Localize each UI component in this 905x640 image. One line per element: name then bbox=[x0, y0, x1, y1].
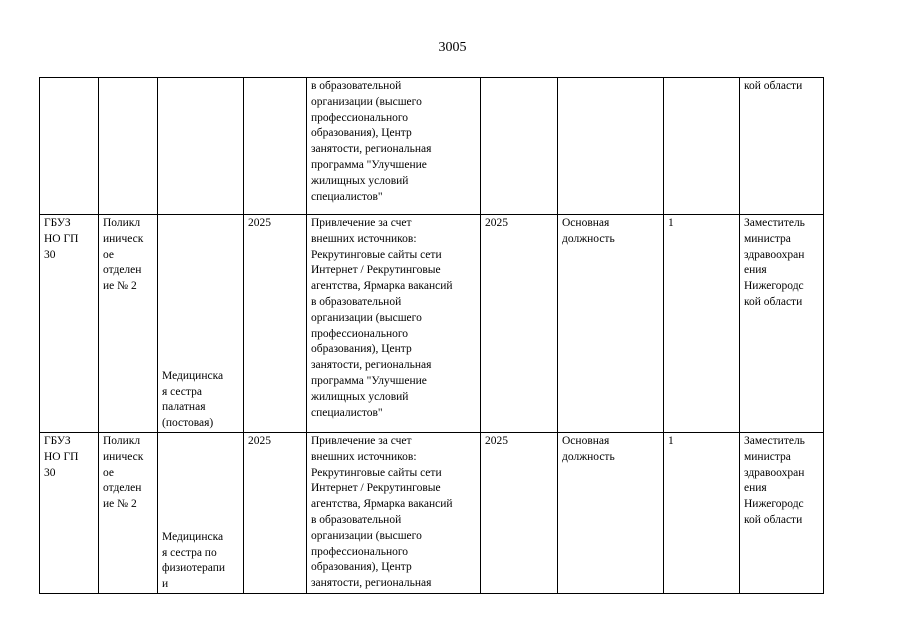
cell-position bbox=[158, 433, 244, 594]
cell-responsible: кой области bbox=[740, 78, 824, 215]
table-row bbox=[40, 433, 824, 594]
cell-unit: Поликл иническ ое отделен ие № 2 bbox=[99, 215, 158, 433]
cell-count: 1 bbox=[664, 215, 740, 433]
table-row bbox=[40, 78, 824, 215]
cell-organization: ГБУЗ НО ГП 30 bbox=[40, 215, 99, 433]
cell-year-start: 2025 bbox=[244, 433, 307, 594]
cell-responsible: Заместитель министра здравоохран ения Нижегородс кой области bbox=[740, 433, 824, 594]
table-row bbox=[40, 215, 824, 433]
cell-year-end: 2025 bbox=[481, 215, 558, 433]
cell-measures: Привлечение за счет внешних источников: Рекрутинговые сайты сети Интернет / Рекрутинговые агентства, Ярмарка вакансий в образовательной организации (высшего профессионального образования), Центр занятости, региональная программа "Улучшение жилищных условий специалистов" bbox=[307, 215, 481, 433]
cell-measures: в образовательной организации (высшего профессионального образования), Центр занятости, региональная программа "Улучшение жилищных условий специалистов" bbox=[307, 78, 481, 215]
cell-position bbox=[158, 215, 244, 433]
cell-responsible: Заместитель министра здравоохран ения Нижегородс кой области bbox=[740, 215, 824, 433]
cell-count bbox=[664, 78, 740, 215]
position-text: Медицинска я сестра по физиотерапи и bbox=[162, 530, 226, 591]
cell-organization: ГБУЗ НО ГП 30 bbox=[40, 433, 99, 594]
cell-year-end bbox=[481, 78, 558, 215]
cell-position-type: Основная должность bbox=[558, 433, 664, 594]
cell-year-start bbox=[244, 78, 307, 215]
cell-position bbox=[158, 78, 244, 215]
cell-year-start: 2025 bbox=[244, 215, 307, 433]
staffing-table bbox=[39, 77, 824, 594]
cell-year-end: 2025 bbox=[481, 433, 558, 594]
position-text: Медицинска я сестра палатная (постовая) bbox=[162, 369, 224, 430]
cell-unit bbox=[99, 78, 158, 215]
page-number: 3005 bbox=[438, 40, 467, 55]
cell-position-type bbox=[558, 78, 664, 215]
cell-position-type: Основная должность bbox=[558, 215, 664, 433]
cell-organization bbox=[40, 78, 99, 215]
cell-count: 1 bbox=[664, 433, 740, 594]
cell-measures: Привлечение за счет внешних источников: Рекрутинговые сайты сети Интернет / Рекрутинговые агентства, Ярмарка вакансий в образовательной организации (высшего профессионального образования), Центр занятости, региональная bbox=[307, 433, 481, 594]
cell-unit: Поликл иническ ое отделен ие № 2 bbox=[99, 433, 158, 594]
